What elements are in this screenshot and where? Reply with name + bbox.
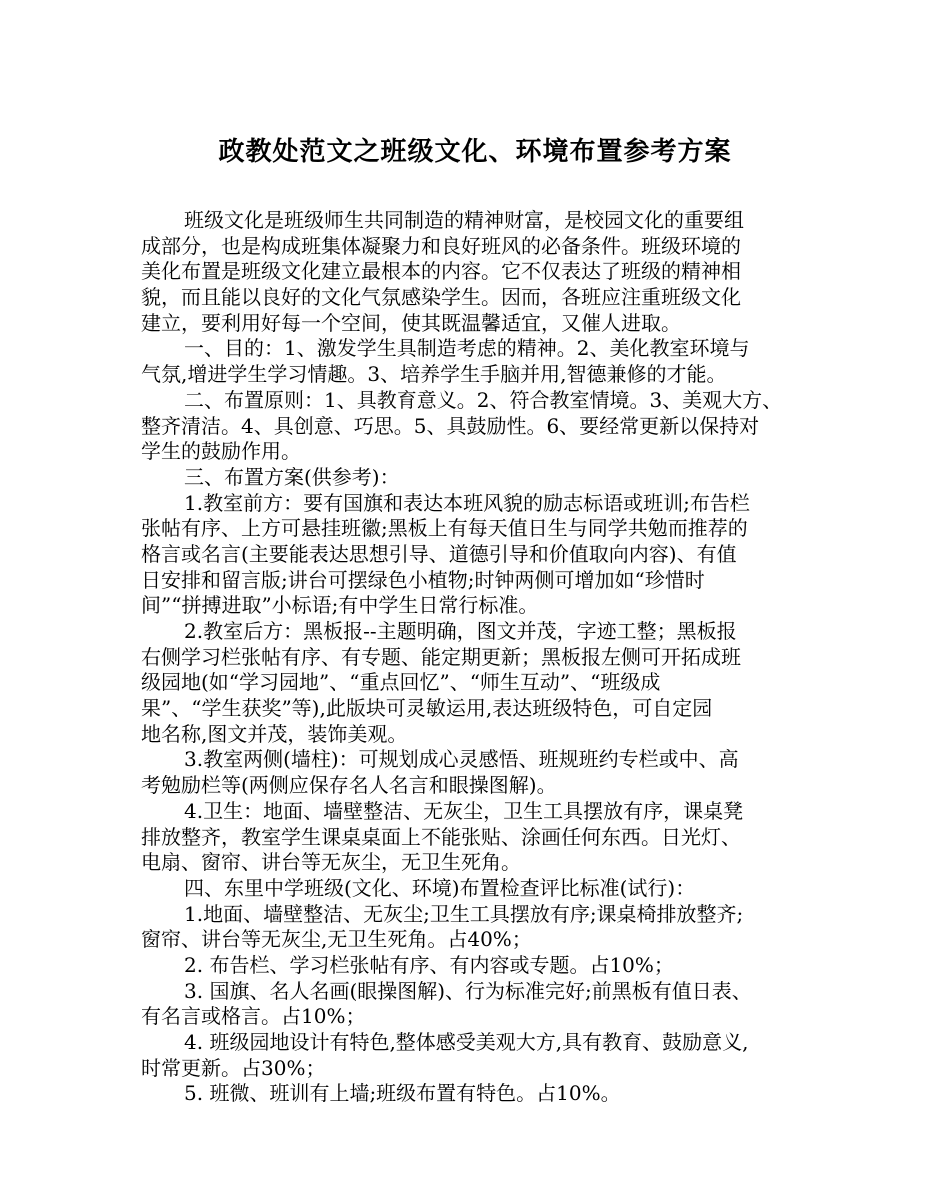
text-line: 时常更新。占30%； bbox=[141, 1055, 326, 1080]
text-line: 气氛,增进学生学习情趣。3、培养学生手脑并用,智德兼修的才能。 bbox=[141, 362, 727, 387]
text-line: 1.教室前方：要有国旗和表达本班风貌的励志标语或班训;布告栏 bbox=[184, 490, 750, 515]
text-line: 有名言或格言。占10%； bbox=[141, 1004, 366, 1029]
text-line: 排放整齐，教室学生课桌桌面上不能张贴、涂画任何东西。日光灯、 bbox=[141, 824, 741, 849]
text-line: 日安排和留言版;讲台可摆绿色小植物;时钟两侧可增加如“珍惜时 bbox=[141, 567, 705, 592]
text-line: 3.教室两侧(墙柱)：可规划成心灵感悟、班规班约专栏或中、高 bbox=[184, 747, 739, 772]
text-line: 美化布置是班级文化建立最根本的内容。它不仅表达了班级的精神相 bbox=[141, 259, 741, 284]
text-line: 果”、“学生获奖”等),此版块可灵敏运用,表达班级特色，可自定园 bbox=[141, 696, 713, 721]
text-line: 成部分，也是构成班集体凝聚力和良好班风的必备条件。班级环境的 bbox=[141, 233, 741, 258]
text-line: 级园地(如“学习园地”、“重点回忆”、“师生互动”、“班级成 bbox=[141, 670, 661, 695]
text-line: 间”“拼搏进取”小标语;有中学生日常行标准。 bbox=[141, 593, 539, 618]
text-line: 班级文化是班级师生共同制造的精神财富，是校园文化的重要组 bbox=[184, 208, 744, 232]
text-line: 窗帘、讲台等无灰尘,无卫生死角。占40%； bbox=[141, 927, 532, 952]
text-line: 2. 布告栏、学习栏张帖有序、有内容或专题。占10%； bbox=[184, 952, 674, 977]
text-line: 右侧学习栏张帖有序、有专题、能定期更新；黑板报左侧可开拓成班 bbox=[141, 644, 741, 669]
text-line: 5. 班微、班训有上墙;班级布置有特色。占10%。 bbox=[184, 1081, 621, 1106]
text-line: 地名称,图文并茂，装饰美观。 bbox=[141, 721, 408, 746]
text-line: 学生的鼓励作用。 bbox=[141, 439, 301, 464]
text-line: 4. 班级园地设计有特色,整体感受美观大方,具有教育、鼓励意义, bbox=[184, 1030, 749, 1054]
text-line: 考勉励栏等(两侧应保存名人名言和眼操图解)。 bbox=[141, 773, 557, 798]
text-line: 二、布置原则：1、具教育意义。2、符合教室情境。3、美观大方、 bbox=[184, 387, 783, 412]
text-line: 格言或名言(主要能表达思想引导、道德引导和价值取向内容)、有值 bbox=[141, 541, 737, 566]
text-line: 三、布置方案(供参考)： bbox=[184, 464, 400, 489]
text-line: 貌，而且能以良好的文化气氛感染学生。因而，各班应注重班级文化 bbox=[141, 285, 741, 310]
text-line: 3. 国旗、名人名画(眼操图解)、行为标准完好;前黑板有值日表、 bbox=[184, 978, 752, 1003]
text-line: 整齐清洁。4、具创意、巧思。5、具鼓励性。6、要经常更新以保持对 bbox=[141, 413, 760, 438]
text-line: 张帖有序、上方可悬挂班徽;黑板上有每天值日生与同学共勉而推荐的 bbox=[141, 516, 748, 541]
text-line: 4.卫生：地面、墙壁整洁、无灰尘，卫生工具摆放有序，课桌凳 bbox=[184, 798, 744, 823]
text-line: 一、目的：1、激发学生具制造考虑的精神。2、美化教室环境与 bbox=[184, 336, 750, 361]
text-line: 电扇、窗帘、讲台等无灰尘，无卫生死角。 bbox=[141, 850, 521, 875]
document-body bbox=[141, 208, 817, 1107]
text-line: 1.地面、墙壁整洁、无灰尘;卫生工具摆放有序;课桌椅排放整齐; bbox=[184, 901, 744, 926]
text-line: 建立，要利用好每一个空间，使其既温馨适宜，又催人进取。 bbox=[141, 310, 681, 335]
text-line: 四、东里中学班级(文化、环境)布置检查评比标准(试行)： bbox=[184, 875, 696, 900]
text-line: 2.教室后方：黑板报--主题明确，图文并茂，字迹工整；黑板报 bbox=[184, 619, 737, 643]
document-title: 政教处范文之班级文化、环境布置参考方案 bbox=[218, 137, 732, 167]
